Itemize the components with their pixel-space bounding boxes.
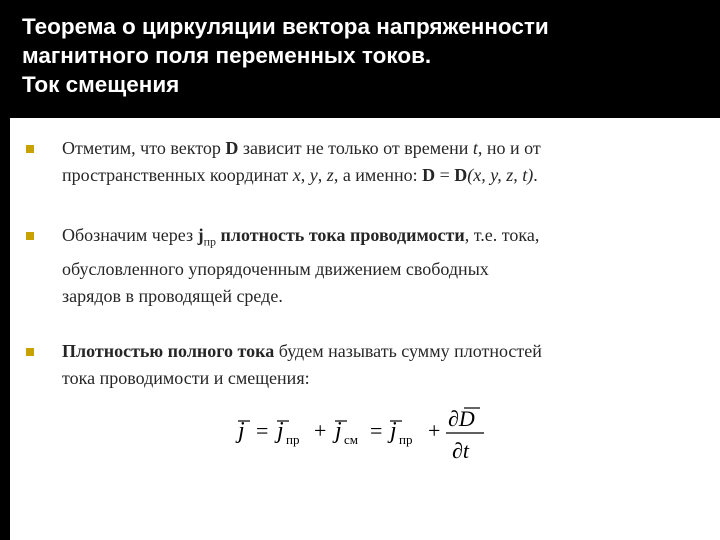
- bullet-item-1: [26, 135, 706, 189]
- formula-eq-2: =: [370, 418, 383, 443]
- formula-j: j: [238, 418, 245, 444]
- bullet-text-3: Плотностью полного тока будем называть сумму плотностей тока проводимости и смещения:: [62, 341, 542, 388]
- bullet-marker: [26, 145, 34, 153]
- formula-sub-pr-2: пр: [399, 432, 413, 447]
- formula-svg: [232, 400, 502, 470]
- title-line-2: магнитного поля переменных токов.: [22, 43, 432, 68]
- slide-title: [22, 12, 712, 99]
- title-line-1: Теорема о циркуляции вектора напряженности: [22, 14, 549, 39]
- formula-sub-sm: см: [344, 432, 358, 447]
- slide-content: [10, 118, 720, 540]
- bullet-text-2: Обозначим через $j_{пр}$ плотность тока проводимости, т.е. тока, обусловленного упорядоченным движением свободных зарядов в проводящей среде.: [62, 225, 540, 306]
- formula-plus-2: +: [428, 418, 441, 443]
- formula-denominator: ∂t: [452, 438, 469, 463]
- formula-sub-pr: пр: [286, 432, 300, 447]
- bullet-marker: [26, 348, 34, 356]
- formula-j-pr-2: j: [390, 418, 397, 444]
- bullet-item-3: [26, 338, 706, 392]
- formula-eq-1: =: [256, 418, 269, 443]
- bullet-text-1: Отметим, что вектор D зависит не только от времени t, но и от пространственных координат x, y, z, а именно: D = D(x, y, z, t).: [62, 138, 541, 185]
- bullet-marker: [26, 232, 34, 240]
- formula-numerator: ∂D: [448, 406, 475, 431]
- formula-j-pr: j: [277, 418, 284, 444]
- formula-plus-1: +: [314, 418, 327, 443]
- title-bar: [0, 0, 720, 118]
- formula-j-sm: j: [335, 418, 342, 444]
- bullet-item-2: [26, 222, 706, 310]
- current-density-formula: [232, 400, 502, 470]
- title-line-3: Ток смещения: [22, 72, 180, 97]
